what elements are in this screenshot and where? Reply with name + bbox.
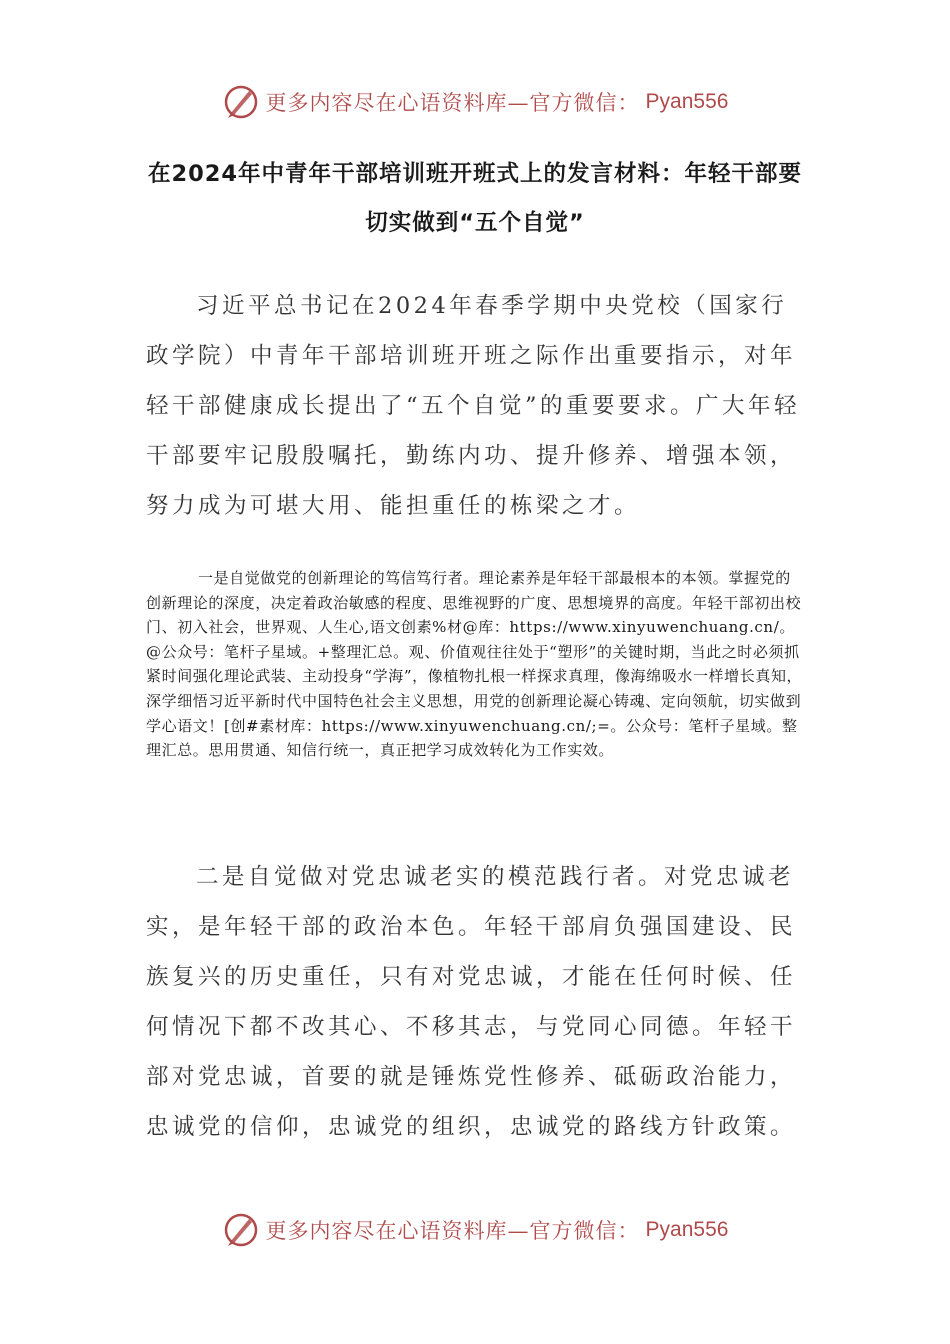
footer-banner (0, 1208, 950, 1252)
banner-wechat-id: Pyan556 (645, 90, 729, 113)
quill-pen-logo-icon (222, 83, 260, 121)
banner-wechat-id: Pyan556 (645, 1218, 729, 1241)
banner-text: 更多内容尽在心语资料库—官方微信： (265, 91, 640, 115)
banner-text: 更多内容尽在心语资料库—官方微信： (265, 1219, 640, 1243)
quill-pen-logo-icon (222, 1211, 260, 1249)
paragraph-point-two: 二是自觉做对党忠诚老实的模范践行者。对党忠诚老实，是年轻干部的政治本色。年轻干部肩负强国建设、民族复兴的历史重任，只有对党忠诚，才能在任何时候、任何情况下都不改其心、不移其志，与党同心同德。年轻干部对党忠诚，首要的就是锤炼党性修养、砥砺政治能力，忠诚党的信仰，忠诚党的组织，忠诚党的路线方针政策。 (146, 864, 797, 1140)
document-title: 在2024年中青年干部培训班开班式上的发言材料：年轻干部要切实做到“五个自觉” (147, 161, 803, 236)
paragraph-point-one: 一是自觉做党的创新理论的笃信笃行者。理论素养是年轻干部最根本的本领。掌握党的创新理论的深度，决定着政治敏感的程度、思维视野的广度、思想境界的高度。年轻干部初出校门、初入社会，世界观、人生心,语文创素%材@库：https://www.xinyuwenchuang.cn/。@公众号：笔杆子星域。+整理汇总。观、价值观往往处于“塑形”的关键时期，当此之时必须抓紧时间强化理论武装、主动投身“学海”，像植物扎根一样探求真理，像海绵吸水一样增长真知，深学细悟习近平新时代中国特色社会主义思想，用党的创新理论凝心铸魂、定向领航，切实做到学心语文！[创#素材库：https://www.xinyuwenchuang.cn/;=。公众号：笔杆子星域。整理汇总。思用贯通、知信行统一，真正把学习成效转化为工作实效。 (146, 569, 803, 760)
header-banner (0, 80, 950, 124)
paragraph-intro: 习近平总书记在2024年春季学期中央党校（国家行政学院）中青年干部培训班开班之际作出重要指示，对年轻干部健康成长提出了“五个自觉”的重要要求。广大年轻干部要牢记殷殷嘱托，勤练内功、提升修养、增强本领，努力成为可堪大用、能担重任的栋梁之才。 (146, 293, 801, 519)
